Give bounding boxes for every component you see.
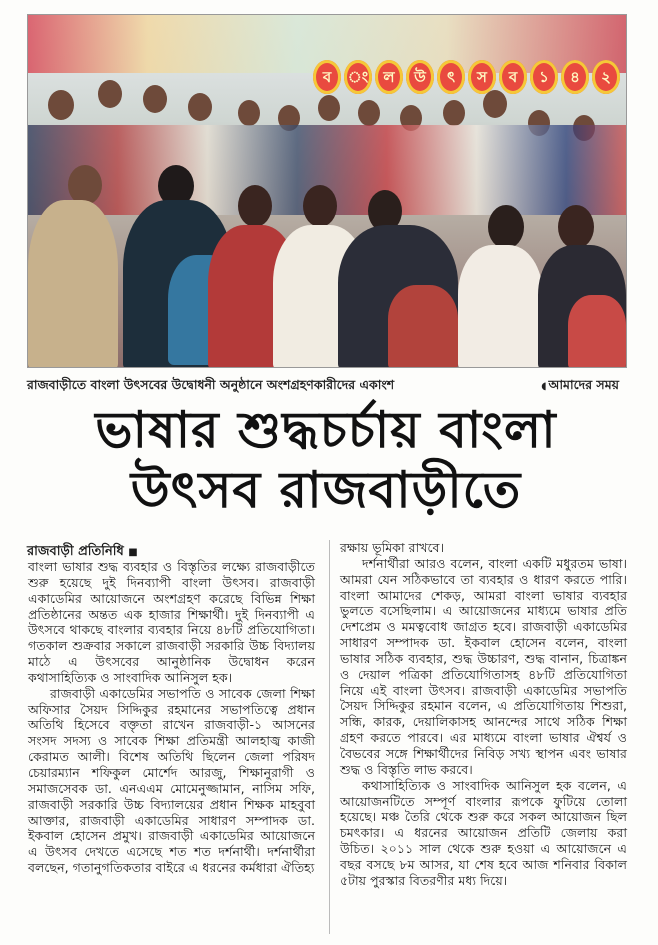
article-paragraph: রক্ষায় ভূমিকা রাখবে। [340, 540, 445, 555]
article-paragraph: কথাসাহিত্যিক ও সাংবাদিক আনিসুল হক বলেন, এ আয়োজনটিতে সম্পূর্ণ বাংলার রূপকে ফুটিয়ে তোলা হয়েছে। মঞ্চ তৈরি থেকে শুরু করে সকল আয়োজন ছিল চমৎকার। এ ধরনের আয়োজন প্রতিটি জেলায় করা উচিত। ২০১১ সাল থেকে শুরু হওয়া এ আয়োজনে এ বছর বসছে ৮ম আসর, যা শেষ হবে আজ শনিবার বিকাল ৫টায় পুরস্কার বিতরণীর মধ্য দিয়ে। [340, 777, 627, 888]
headline-line-1: ভাষার শুদ্ধচর্চায় বাংলা [95, 401, 557, 459]
banner-letter: ল [375, 60, 403, 94]
banner-letter: ং [344, 60, 372, 94]
column-divider [329, 540, 330, 934]
news-photo [27, 14, 627, 368]
banner-letter: ২ [592, 60, 620, 94]
banner-letter: স [468, 60, 496, 94]
article-paragraph: বাংলা ভাষার শুদ্ধ ব্যবহার ও বিস্তৃতির লক্ষ্যে রাজবাড়ীতে শুরু হয়েছে দুই দিনব্যাপী বাংলা উৎসব। রাজবাড়ী একাডেমির আয়োজনে অংশগ্রহণ করেছে বিভিন্ন শিক্ষা প্রতিষ্ঠানের অন্তত এক হাজার শিক্ষার্থী। দুই দিনব্যাপী এ উৎসবে থাকছে বাংলার ব্যবহার নিয়ে ৪৮টি প্রতিযোগিতা। গতকাল শুক্রবার সকালে রাজবাড়ী সরকারি উচ্চ বিদ্যালয় মাঠে এ উৎসবের আনুষ্ঠানিক উদ্বোধন করেন কথাসাহিত্যিক ও সাংবাদিক আনিসুল হক। [28, 559, 315, 685]
article-paragraph: রাজবাড়ী একাডেমির সভাপতি ও সাবেক জেলা শিক্ষা অফিসার সৈয়দ সিদ্দিকুর রহমানের সভাপতিত্বে প্রধান অতিথি হিসেবে বক্তৃতা রাখেন রাজবাড়ী-১ আসনের সংসদ সদস্য ও সাবেক শিক্ষা প্রতিমন্ত্রী আলহাজ্ব কাজী কেরামত আলী। বিশেষ অতিথি ছিলেন জেলা পরিষদ চেয়ারম্যান শফিকুল মোর্শেদ আরজু, শিক্ষানুরাগী ও সমাজসেবক ডা. এনএএম মোমেনুজ্জামান, নাসিম সফি, রাজবাড়ী সরকারি উচ্চ বিদ্যালয়ের প্রধান শিক্ষক মাহবুবা আক্তার, রাজবাড়ী একাডেমির সাধারণ সম্পাদক ডা. ইকবাল হোসেন প্রমুখ। রাজবাড়ী একাডেমির আয়োজনে এ উৎসব দেখতে এসেছে শত শত দর্শনার্থী। দর্শনার্থীরা বলছেন, গতানুগতিকতার বাইরে এ ধরনের কর্মধারা ঐতিহ্য [28, 685, 315, 876]
headline [27, 400, 625, 520]
banner-letter: ব [313, 60, 341, 94]
photo-caption: রাজবাড়ীতে বাংলা উৎসবের উদ্বোধনী অনুষ্ঠানে অংশগ্রহণকারীদের একাংশ [27, 377, 395, 392]
banner-letter: ৎ [437, 60, 465, 94]
byline-bullet-icon: ■ [128, 547, 138, 558]
banner-letter: ৪ [561, 60, 589, 94]
banner-letter: উ [406, 60, 434, 94]
photo-credit-text: আমাদের সময় [548, 377, 619, 392]
crowd-illustration [28, 85, 626, 367]
photo-credit [541, 377, 619, 397]
credit-mark-icon: ◖ [541, 381, 547, 392]
headline-line-2: উৎসব রাজবাড়ীতে [130, 461, 522, 519]
banner-letter: ১ [530, 60, 558, 94]
photo-caption-row [27, 374, 625, 396]
byline-text: রাজবাড়ী প্রতিনিধি [27, 544, 124, 559]
article-paragraph: দর্শনার্থীরা আরও বলেন, বাংলা একটি মধুরতম ভাষা। আমরা যেন সঠিকভাবে তা ব্যবহার ও ধারণ করতে পারি। বাংলা আমাদের শেকড়, আমরা বাংলা ভাষার ব্যবহার ভুলতে বসেছিলাম। এ আয়োজনের মাধ্যমে ভাষার প্রতি দেশপ্রেম ও মমত্ববোধ জাগ্রত হবে। রাজবাড়ী একাডেমির সাধারণ সম্পাদক ডা. ইকবাল হোসেন বলেন, বাংলা ভাষার সঠিক ব্যবহার, শুদ্ধ উচ্চারণ, শুদ্ধ বানান, চিত্রাঙ্কন ও দেয়াল পত্রিকা প্রতিযোগিতাসহ ৪৮টি প্রতিযোগিতা নিয়ে এই বাংলা উৎসব। রাজবাড়ী একাডেমির সভাপতি সৈয়দ সিদ্দিকুর রহমান বলেন, এ প্রতিযোগিতায় শিশুরা, সন্ধি, কারক, দেয়ালিকাসহ আনন্দের সাথে সঠিক শিক্ষা গ্রহণ করতে পারবে। এর মাধ্যমে বাংলা ভাষার ঐশ্বর্য ও বৈভবের সঙ্গে শিক্ষার্থীদের নিবিড় সখ্য স্থাপন এবং ভাষার শুদ্ধ ও বিস্তৃতি লাভ করবে। [340, 555, 627, 777]
article-column-right [340, 540, 627, 889]
article-column-left [28, 559, 315, 876]
banner-letter: ব [499, 60, 527, 94]
